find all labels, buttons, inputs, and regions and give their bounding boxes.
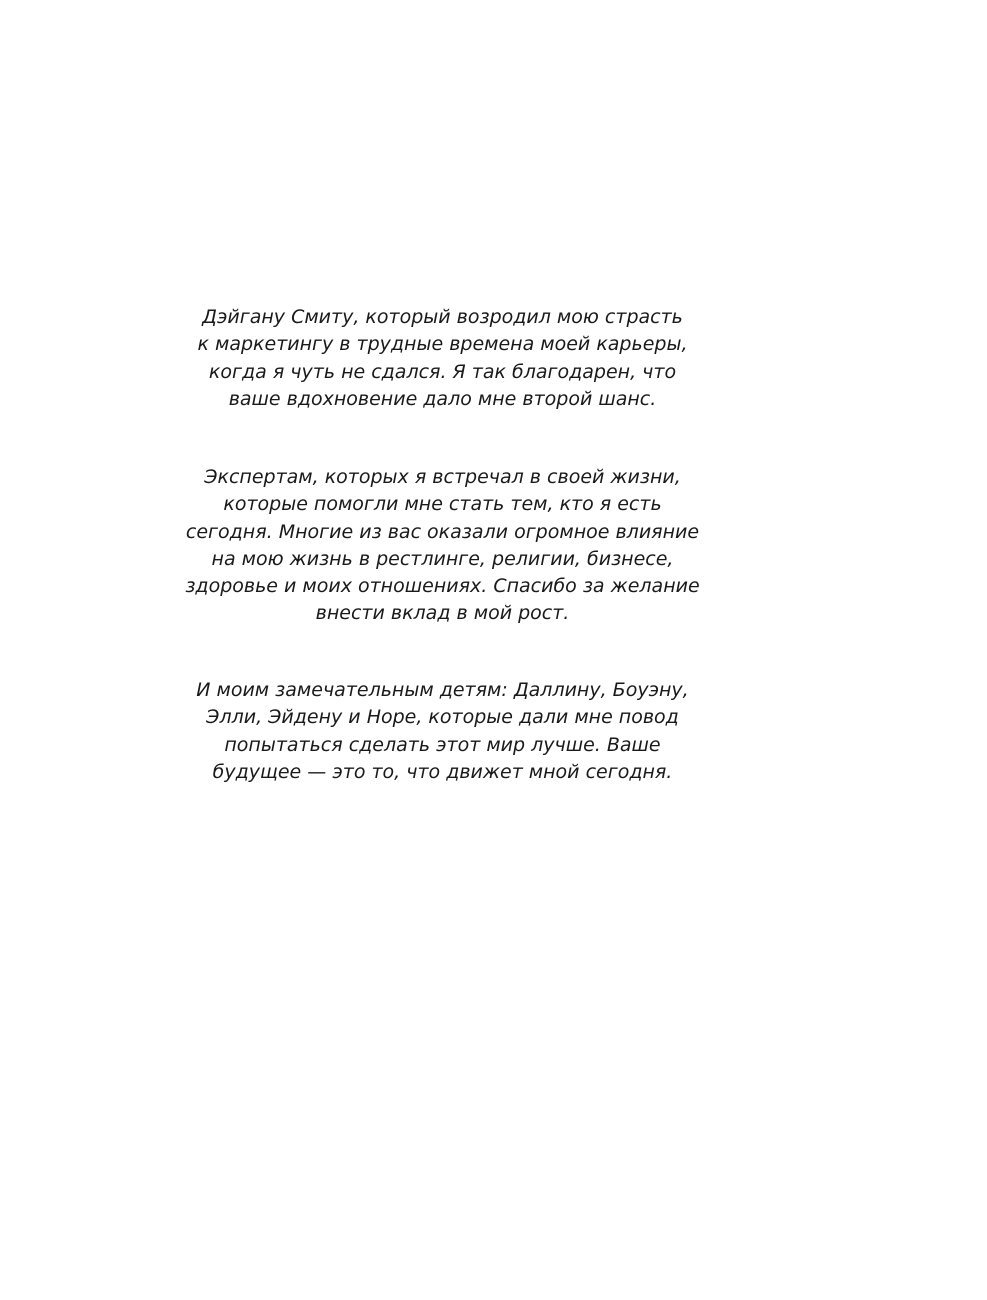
text-line: Элли, Эйдену и Норе, которые дали мне повод bbox=[206, 706, 679, 729]
dedication-paragraph-1 bbox=[150, 304, 735, 413]
dedication-paragraph-3 bbox=[150, 677, 735, 786]
dedication-paragraph-2 bbox=[150, 464, 735, 628]
text-line: И моим замечательным детям: Даллину, Боуэну, bbox=[196, 679, 689, 701]
text-line: на мою жизнь в рестлинге, религии, бизнесе, bbox=[211, 547, 674, 570]
text-line: когда я чуть не сдался. Я так благодарен, что bbox=[208, 360, 677, 383]
text-line: внести вклад в мой рост. bbox=[315, 602, 570, 625]
text-line: которые помогли мне стать тем, кто я есть bbox=[223, 493, 662, 516]
text-line: сегодня. Многие из вас оказали огромное влияние bbox=[185, 520, 700, 543]
text-line: Дэйгану Смиту, который возродил мою страсть bbox=[202, 306, 683, 328]
text-line: Экспертам, которых я встречал в своей жизни, bbox=[204, 466, 681, 488]
text-line: к маркетингу в трудные времена моей карьеры, bbox=[197, 333, 688, 356]
text-line: здоровье и моих отношениях. Спасибо за желание bbox=[185, 575, 700, 598]
text-line: попытаться сделать этот мир лучше. Ваше bbox=[224, 733, 661, 756]
text-line: ваше вдохновение дало мне второй шанс. bbox=[228, 387, 657, 410]
text-line: будущее — это то, что движет мной сегодня. bbox=[212, 760, 673, 783]
